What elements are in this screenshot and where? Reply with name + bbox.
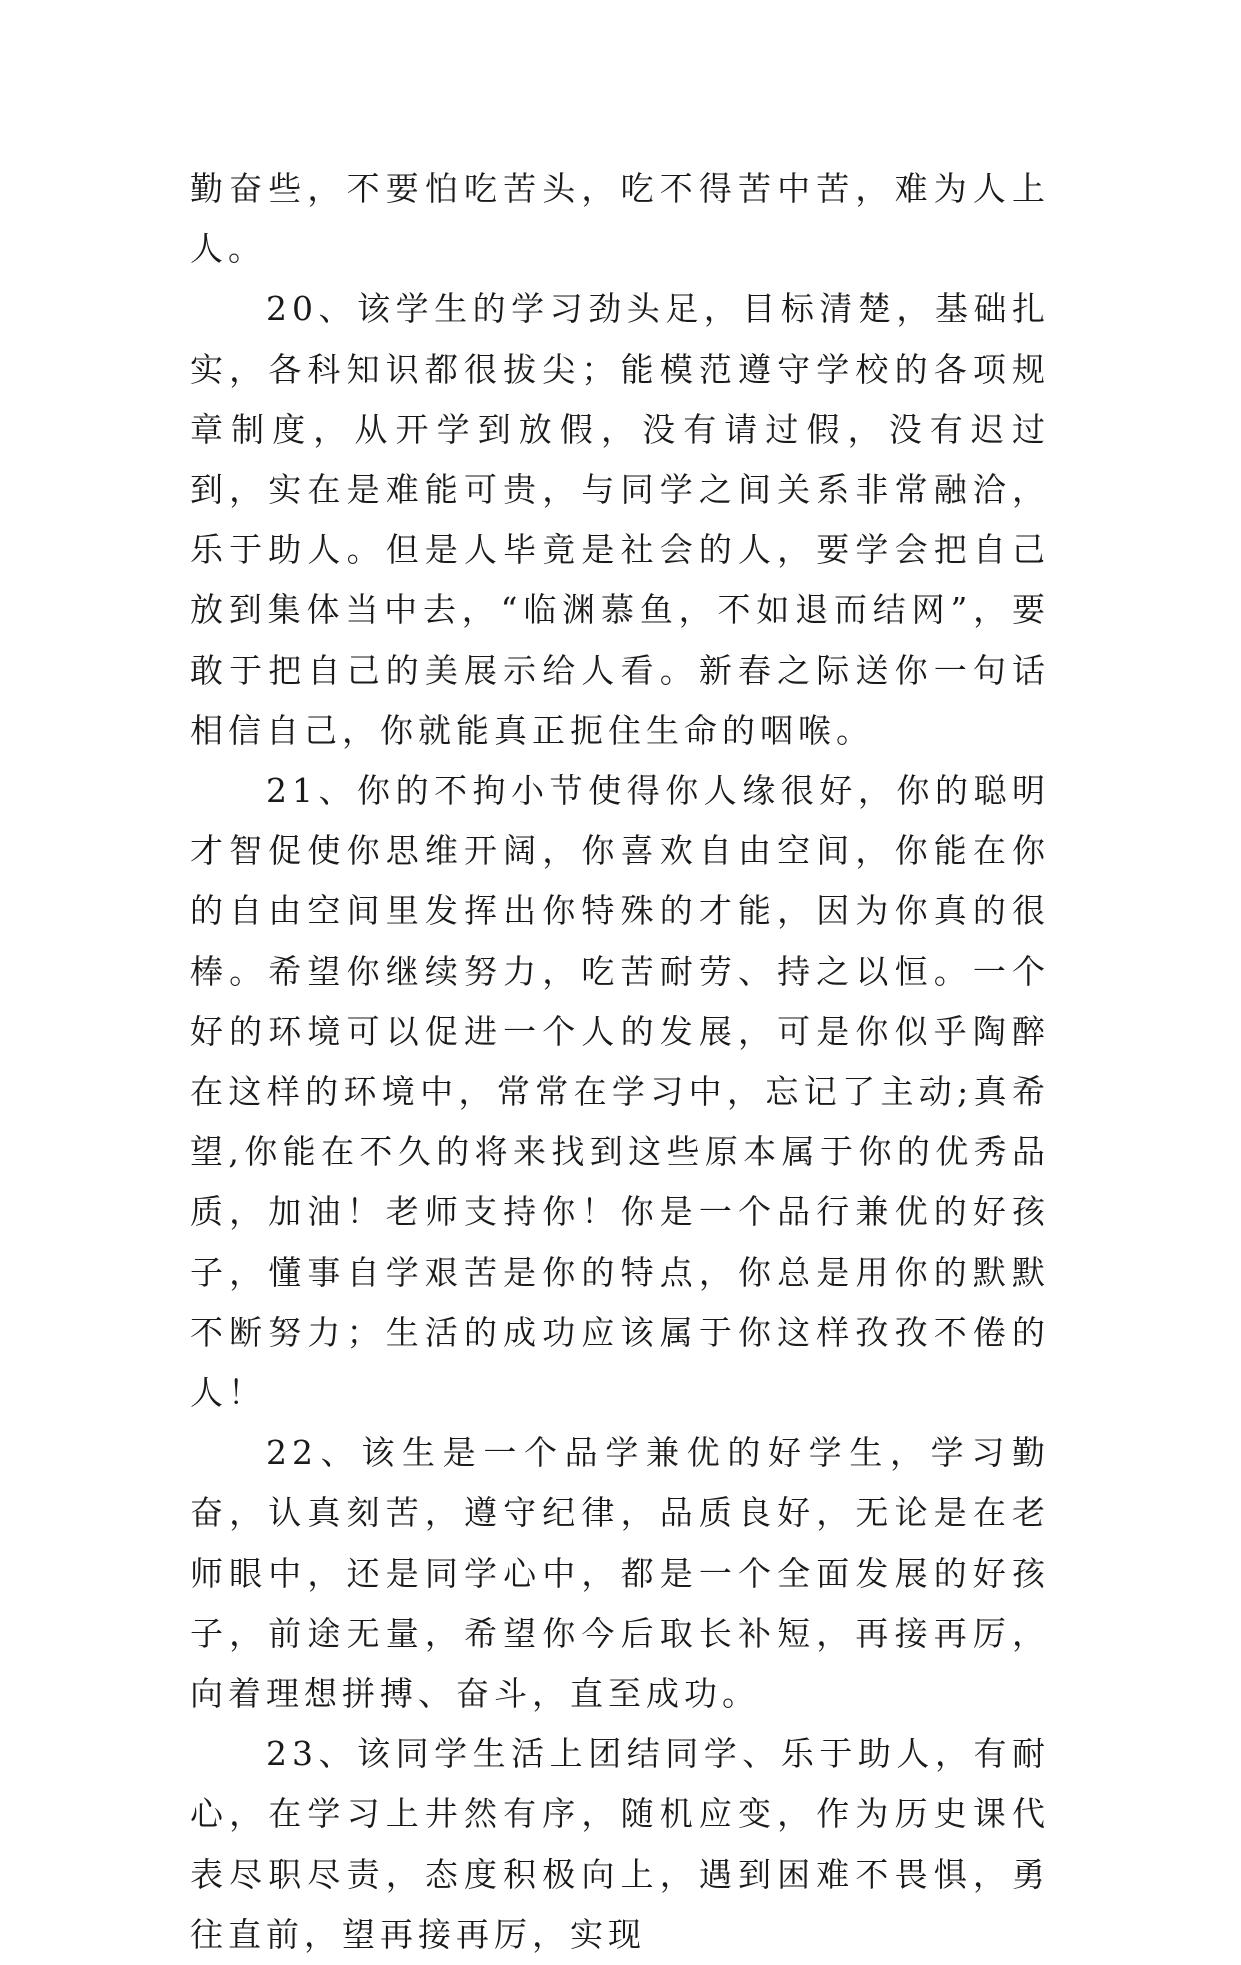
paragraph-continuation: 勤奋些，不要怕吃苦头，吃不得苦中苦，难为人上人。	[190, 169, 1050, 269]
paragraph-comment-20: 20、该学生的学习劲头足，目标清楚，基础扎实，各科知识都很拔尖；能模范遵守学校的各项规章制度，从开学到放假，没有请过假，没有迟过到，实在是难能可贵，与同学之间关系非常融洽，乐于助人。但是人毕竟是社会的人，要学会把自己放到集体当中去，“临渊慕鱼，不如退而结网”，要敢于把自己的美展示给人看。新春之际送你一句话相信自己，你就能真正扼住生命的咽喉。	[190, 289, 1050, 750]
paragraph-comment-21: 21、你的不拘小节使得你人缘很好，你的聪明才智促使你思维开阔，你喜欢自由空间，你能在你的自由空间里发挥出你特殊的才能，因为你真的很棒。希望你继续努力，吃苦耐劳、持之以恒。一个好的环境可以促进一个人的发展，可是你似乎陶醉在这样的环境中，常常在学习中，忘记了主动;真希望,你能在不久的将来找到这些原本属于你的优秀品质，加油！老师支持你！你是一个品行兼优的好孩子，懂事自学艰苦是你的特点，你总是用你的默默不断努力；生活的成功应该属于你这样孜孜不倦的人！	[190, 771, 1050, 1413]
body-text	[190, 159, 1050, 1965]
paragraph-comment-23: 23、该同学生活上团结同学、乐于助人，有耐心，在学习上井然有序，随机应变，作为历史课代表尽职尽责，态度积极向上，遇到困难不畏惧，勇往直前，望再接再厉，实现	[190, 1734, 1050, 1954]
paragraph-comment-22: 22、该生是一个品学兼优的好学生，学习勤奋，认真刻苦，遵守纪律，品质良好，无论是在老师眼中，还是同学心中，都是一个全面发展的好孩子，前途无量，希望你今后取长补短，再接再厉，向着理想拼搏、奋斗，直至成功。	[190, 1433, 1050, 1714]
